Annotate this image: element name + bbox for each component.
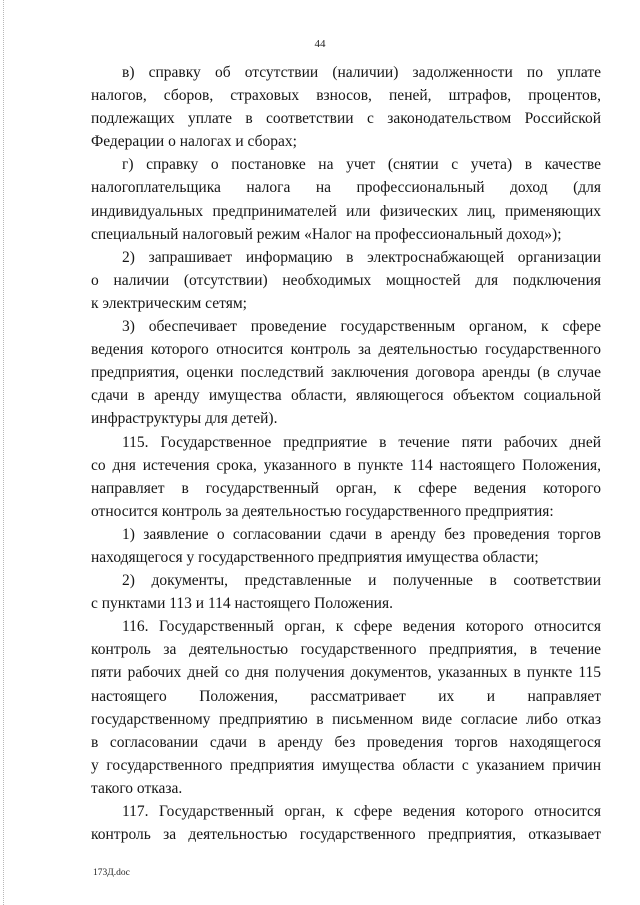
text-line: индивидуальных предпринимателей или физических лиц, применяющих: [91, 202, 601, 220]
paragraph-first-line: в) справку об отсутствии (наличии) задолженности по уплате: [122, 64, 601, 81]
text-line: специальный налоговый режим «Налог на профессиональный доход»);: [91, 225, 562, 243]
paragraph-first-line: 115. Государственное предприятие в течение пяти рабочих дней: [122, 433, 601, 451]
text-line: налогов, сборов, страховых взносов, пеней, штрафов, процентов,: [91, 87, 601, 105]
text-line: подлежащих уплате в соответствии с законодательством Российской: [91, 110, 601, 128]
text-line: настоящего Положения, рассматривает их и направляет: [91, 687, 601, 705]
text-line: с пунктами 113 и 114 настоящего Положения.: [91, 595, 393, 613]
paragraph-first-line: г) справку о постановке на учет (снятии с учета) в качестве: [122, 156, 601, 174]
paragraph-first-line: 2) запрашивает информацию в электроснабжающей организации: [122, 248, 601, 266]
paragraph-first-line: 1) заявление о согласовании сдачи в аренду без проведения торгов: [122, 525, 601, 543]
paragraph-first-line: 2) документы, представленные и полученные в соответствии: [122, 572, 601, 590]
text-line: ведения которого относится контроль за деятельностью государственного: [91, 341, 601, 359]
document-body: [91, 61, 601, 846]
text-line: находящегося у государственного предприятия имущества области;: [91, 548, 539, 566]
text-line: контроль за деятельностью государственного предприятия, в течение: [91, 641, 601, 659]
text-line: у государственного предприятия имущества области с указанием причин: [91, 756, 601, 774]
text-line: к электрическим сетям;: [91, 294, 247, 312]
text-line: о наличии (отсутствии) необходимых мощностей для подключения: [91, 271, 601, 289]
paragraph-first-line: 116. Государственный орган, к сфере ведения которого относится: [122, 618, 601, 636]
text-line: со дня истечения срока, указанного в пункте 114 настоящего Положения,: [91, 456, 601, 474]
text-line: государственному предприятию в письменном виде согласие либо отказ: [91, 710, 601, 728]
text-line: такого отказа.: [91, 779, 183, 797]
text-line: в согласовании сдачи в аренду без проведения торгов находящегося: [91, 733, 601, 751]
text-line: инфраструктуры для детей).: [91, 410, 278, 428]
text-line: налогоплательщика налога на профессиональный доход (для: [91, 179, 601, 197]
text-line: направляет в государственный орган, к сфере ведения которого: [91, 479, 601, 497]
paragraph-first-line: 117. Государственный орган, к сфере ведения которого относится: [122, 803, 601, 820]
text-line: Федерации о налогах и сборах;: [91, 133, 297, 151]
text-line: относится контроль за деятельностью государственного предприятия:: [91, 502, 554, 520]
text-line: предприятия, оценки последствий заключения договора аренды (в случае: [91, 364, 601, 382]
footer-filename: 173Д.doc: [93, 868, 130, 878]
text-line: пяти рабочих дней со дня получения документов, указанных в пункте 115: [91, 664, 601, 682]
page-number: 44: [314, 38, 326, 50]
scan-edge-dots: [3, 0, 4, 905]
text-line: сдачи в аренду имущества области, являющегося объектом социальной: [91, 387, 601, 405]
paragraph-first-line: 3) обеспечивает проведение государственным органом, к сфере: [122, 318, 601, 336]
text-line: контроль за деятельностью государственного предприятия, отказывает: [91, 826, 601, 844]
